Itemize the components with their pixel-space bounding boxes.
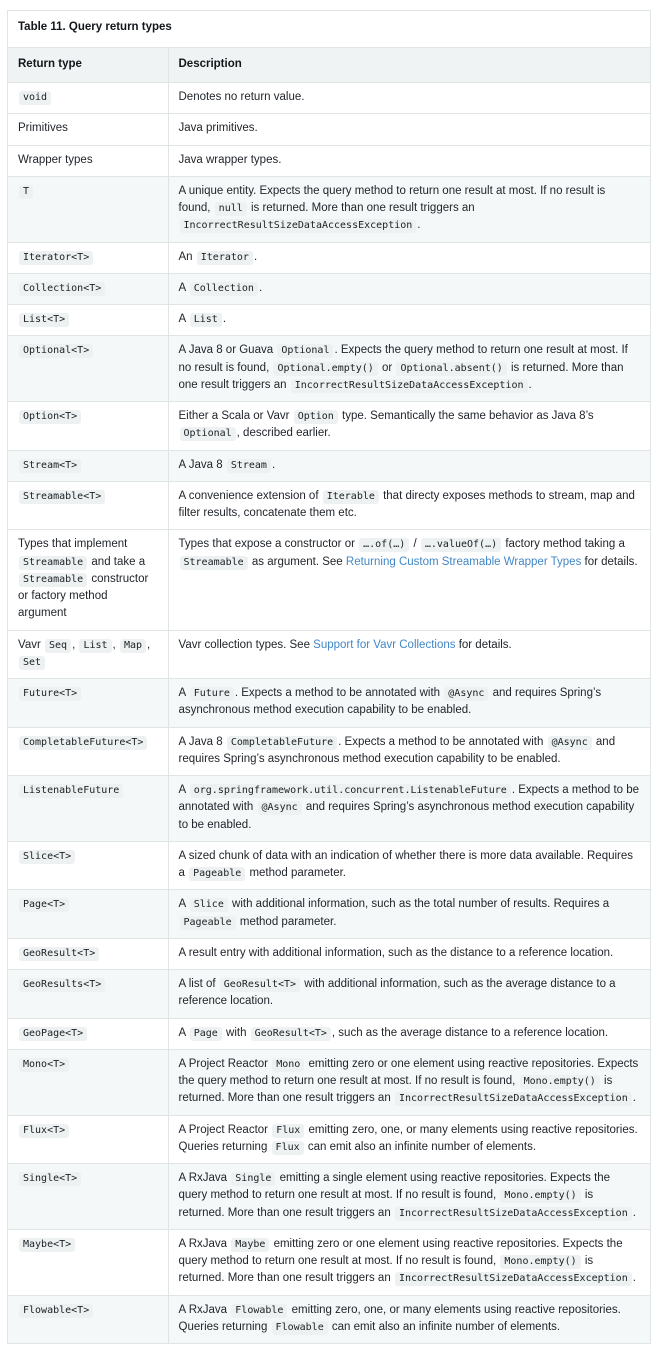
returning-custom-streamable-wrapper-types-link[interactable]: Returning Custom Streamable Wrapper Types [345,555,582,568]
description-cell [168,1049,650,1115]
text-segment: emitting zero, one, or many elements using reactive repositories. Queries returning [178,1303,621,1333]
text-segment: A result entry with additional information, such as the distance to a reference location. [178,946,614,959]
table-caption: Table 11. Query return types [18,21,172,33]
text-segment: emitting zero, one, or many elements using reactive repositories. Queries returning [178,1123,638,1153]
return-type-cell [8,841,168,890]
table-row [8,938,650,969]
support-for-vavr-collections-link[interactable]: Support for Vavr Collections [313,638,456,651]
table-row [8,1115,650,1164]
text-segment: Wrapper types [18,153,93,166]
return-type-cell [8,83,168,114]
code-chip: Streamable [19,573,87,587]
code-chip: Single [231,1172,275,1186]
return-type-cell [8,1164,168,1230]
text-segment: constructor or factory method argument [18,572,149,620]
code-chip: Flowable<T> [19,1304,93,1318]
text-segment: . Expects a method to be annotated with [234,687,444,700]
code-chip: GeoPage<T> [19,1027,87,1041]
text-segment: . [417,219,421,232]
return-type-cell [8,176,168,242]
description-cell [168,938,650,969]
code-chip: Collection [190,282,258,296]
table-row [8,273,650,304]
code-chip: Flux [272,1124,304,1138]
code-chip: Mono.empty() [520,1075,600,1089]
text-segment: . [528,378,532,391]
code-chip: Slice<T> [19,850,75,864]
text-segment: Types that expose a constructor or [178,538,359,551]
code-chip: Page [190,1027,222,1041]
table-row [8,114,650,145]
text-segment: A sized chunk of data with an indication of whether there is more data available. Requires a [178,849,634,880]
description-cell [168,145,650,176]
description-cell [168,481,650,530]
text-segment: A unique entity. Expects the query method to return one result at most. If no result is found, [178,184,606,215]
table-row [8,305,650,336]
return-type-cell [8,727,168,776]
text-segment: , [72,638,79,651]
code-chip: Streamable<T> [19,490,105,504]
text-segment: A [178,898,189,911]
code-chip: Maybe<T> [19,1238,75,1252]
table-row [8,83,650,114]
text-segment: An [178,250,196,263]
text-segment: . Expects a method to be annotated with [178,784,640,814]
code-chip: T [19,185,33,199]
text-segment: A Project Reactor [178,1123,272,1136]
description-cell [168,273,650,304]
description-cell [168,890,650,939]
description-cell [168,1018,650,1049]
code-chip: void [19,91,51,105]
description-cell [168,114,650,145]
text-segment: A RxJava [178,1172,231,1185]
code-chip: Seq [45,639,71,653]
code-chip: Mono<T> [19,1058,69,1072]
text-segment: A [178,313,189,326]
table-row [8,679,650,728]
description-cell [168,336,650,402]
table-row [8,450,650,481]
text-segment: type. Semantically the same behavior as Java 8’s [338,410,594,423]
table-row [8,1229,650,1295]
code-chip: Slice [190,898,228,912]
text-segment: for details. [581,555,638,568]
table-row [8,630,650,679]
code-chip: Set [19,656,45,670]
code-chip: Single<T> [19,1172,81,1186]
return-type-cell [8,402,168,451]
code-chip: @Async [444,687,488,701]
table-row [8,1295,650,1343]
code-chip: Optional.empty() [273,362,377,376]
text-segment: . [258,281,263,294]
description-cell [168,970,650,1019]
code-chip: Streamable [180,556,248,570]
table-row [8,1018,650,1049]
table-row [8,890,650,939]
description-cell [168,727,650,776]
table-row [8,402,650,451]
text-segment: Primitives [18,122,68,135]
text-segment: Either a Scala or Vavr [178,410,293,423]
return-type-cell [8,1018,168,1049]
code-chip: Flowable [231,1304,287,1318]
text-segment: factory method taking a [502,538,625,551]
code-chip: Optional.absent() [396,362,506,376]
code-chip: @Async [258,801,302,815]
code-chip: Optional [277,344,333,358]
code-chip: Future [190,687,234,701]
table-row [8,145,650,176]
code-chip: IncorrectResultSizeDataAccessException [395,1272,632,1286]
return-type-cell [8,305,168,336]
text-segment: is returned. More than one result triggers an [178,1075,613,1105]
code-chip: IncorrectResultSizeDataAccessException [395,1092,632,1106]
description-cell [168,83,650,114]
column-header-description: Description [168,47,650,82]
text-segment: A Project Reactor [178,1057,272,1070]
return-type-cell [8,530,168,630]
description-cell [168,1164,650,1230]
code-chip: GeoResults<T> [19,978,105,992]
table-row [8,176,650,242]
text-segment: is returned. More than one result triggers an [178,1189,594,1219]
text-segment: Denotes no return value. [178,91,305,104]
table-row [8,1049,650,1115]
text-segment: with additional information, such as the total number of results. Requires a [228,898,610,911]
text-segment: . [253,250,258,263]
return-type-cell [8,336,168,402]
code-chip: Stream [227,459,271,473]
return-type-cell [8,679,168,728]
code-chip: Stream<T> [19,459,81,473]
code-chip: IncorrectResultSizeDataAccessException [180,219,417,233]
text-segment: , [112,638,119,651]
table-row [8,336,650,402]
return-type-cell [8,1295,168,1343]
code-chip: Mono.empty() [500,1189,580,1203]
code-chip: org.springframework.util.concurrent.ListenableFuture [190,784,511,798]
text-segment: as argument. See [248,555,346,568]
text-segment: . [632,1272,636,1285]
text-segment: , described earlier. [236,427,331,440]
code-chip: ….valueOf(…) [421,538,501,552]
description-cell [168,305,650,336]
table-body [8,83,650,1344]
text-segment: . [632,1092,636,1105]
code-chip: IncorrectResultSizeDataAccessException [395,1207,632,1221]
text-segment: can emit also an infinite number of elements. [328,1320,561,1333]
text-segment: , such as the average distance to a reference location. [331,1026,609,1039]
description-cell [168,530,650,630]
table-row [8,1164,650,1230]
text-segment: is returned. More than one result triggers an [178,1255,594,1285]
return-type-cell [8,114,168,145]
text-segment: method parameter. [236,915,337,928]
description-cell [168,402,650,451]
text-segment: is returned. More than one result triggers an [178,361,624,391]
return-type-cell [8,242,168,273]
return-type-cell [8,1115,168,1164]
text-segment: A [178,281,189,294]
code-chip: IncorrectResultSizeDataAccessException [291,379,528,393]
description-cell [168,630,650,679]
code-chip: ….of(…) [359,538,409,552]
description-cell [168,776,650,842]
code-chip: Flux<T> [19,1124,69,1138]
code-chip: GeoResult<T> [220,978,300,992]
return-type-cell [8,630,168,679]
code-chip: CompletableFuture [227,736,337,750]
description-cell [168,450,650,481]
description-cell [168,1229,650,1295]
text-segment: that directy exposes methods to stream, map and filter results, concatenate them etc. [178,489,635,520]
text-segment: . Expects a method to be annotated with [338,735,547,748]
code-chip: Map [120,639,146,653]
return-type-cell [8,450,168,481]
text-segment: with [222,1026,250,1039]
code-chip: Option<T> [19,410,81,424]
return-type-cell [8,1049,168,1115]
text-segment: Types that implement [18,538,128,551]
text-segment: Java primitives. [178,122,258,135]
code-chip: GeoResult<T> [19,947,99,961]
text-segment: and requires Spring’s asynchronous method execution capability to be enabled. [178,801,635,831]
text-segment: A [178,1026,189,1039]
column-header-return-type: Return type [8,47,168,82]
code-chip: List<T> [19,313,69,327]
text-segment: Vavr [18,638,44,651]
description-cell [168,841,650,890]
table-row [8,970,650,1019]
code-chip: Option [294,410,338,424]
code-chip: Pageable [189,867,245,881]
description-cell [168,176,650,242]
text-segment: Vavr collection types. See [178,638,314,651]
text-segment: Java wrapper types. [178,153,282,166]
text-segment: A Java 8 or Guava [178,344,277,357]
code-chip: Future<T> [19,687,81,701]
code-chip: Flowable [272,1321,328,1335]
text-segment: with additional information, such as the average distance to a reference location. [178,978,616,1008]
text-segment: and take a [88,555,146,568]
return-type-cell [8,776,168,842]
code-chip: null [215,202,247,216]
text-segment: . Expects the query method to return one result at most. If no result is found, [178,344,628,374]
text-segment: or [378,361,396,374]
code-chip: Iterator<T> [19,251,93,265]
code-chip: Iterator [197,251,253,265]
code-chip: Mono.empty() [500,1255,580,1269]
text-segment: method parameter. [246,867,346,880]
text-segment: A Java 8 [178,735,226,748]
return-type-cell [8,273,168,304]
return-type-cell [8,938,168,969]
code-chip: Mono [272,1058,304,1072]
text-segment: and requires Spring’s asynchronous method execution capability to be enabled. [178,735,616,765]
text-segment: and requires Spring’s asynchronous method execution capability to be enabled. [178,687,602,717]
text-segment: . [222,313,227,326]
return-type-cell [8,1229,168,1295]
text-segment: . [271,458,276,471]
code-chip: Iterable [323,490,379,504]
code-chip: Optional [180,427,236,441]
return-type-cell [8,970,168,1019]
text-segment: for details. [455,638,512,651]
table-row [8,242,650,273]
text-segment: emitting a single element using reactive repositories. Expects the query method to return one result at most. If no result is found, [178,1172,611,1202]
code-chip: Page<T> [19,898,69,912]
code-chip: Flux [272,1141,304,1155]
code-chip: Collection<T> [19,282,105,296]
description-cell [168,242,650,273]
header-row [8,47,650,82]
code-chip: ListenableFuture [19,784,123,798]
table-row [8,727,650,776]
query-return-types-table [7,10,651,1344]
description-cell [168,679,650,728]
text-segment: is returned. More than one result triggers an [247,202,475,215]
code-chip: @Async [548,736,592,750]
text-segment: A [178,784,189,797]
text-segment: A RxJava [178,1237,231,1250]
text-segment: can emit also an infinite number of elements. [304,1140,537,1153]
text-segment: A list of [178,978,219,991]
return-type-cell [8,890,168,939]
text-segment: A convenience extension of [178,489,322,502]
text-segment: A Java 8 [178,458,226,471]
table-row [8,776,650,842]
table-row [8,530,650,630]
text-segment: / [410,538,420,551]
text-segment: A RxJava [178,1303,231,1316]
code-chip: List [79,639,111,653]
table-row [8,841,650,890]
return-type-cell [8,481,168,530]
text-segment: . [632,1206,636,1219]
table-row [8,481,650,530]
code-chip: GeoResult<T> [251,1027,331,1041]
return-type-cell [8,145,168,176]
text-segment: , [147,638,151,651]
code-chip: Pageable [180,916,236,930]
code-chip: List [190,313,222,327]
description-cell [168,1115,650,1164]
text-segment: A [178,687,189,700]
code-chip: CompletableFuture<T> [19,736,147,750]
return-types-table [8,47,650,1343]
text-segment: emitting zero or one element using reactive repositories. Expects the query method to return one result at most. If no result is found, [178,1237,623,1268]
text-segment: emitting zero or one element using reactive repositories. Expects the query method to return one result at most. If no result is found, [178,1057,639,1088]
code-chip: Streamable [19,556,87,570]
code-chip: Optional<T> [19,344,93,358]
description-cell [168,1295,650,1343]
code-chip: Maybe [231,1238,269,1252]
